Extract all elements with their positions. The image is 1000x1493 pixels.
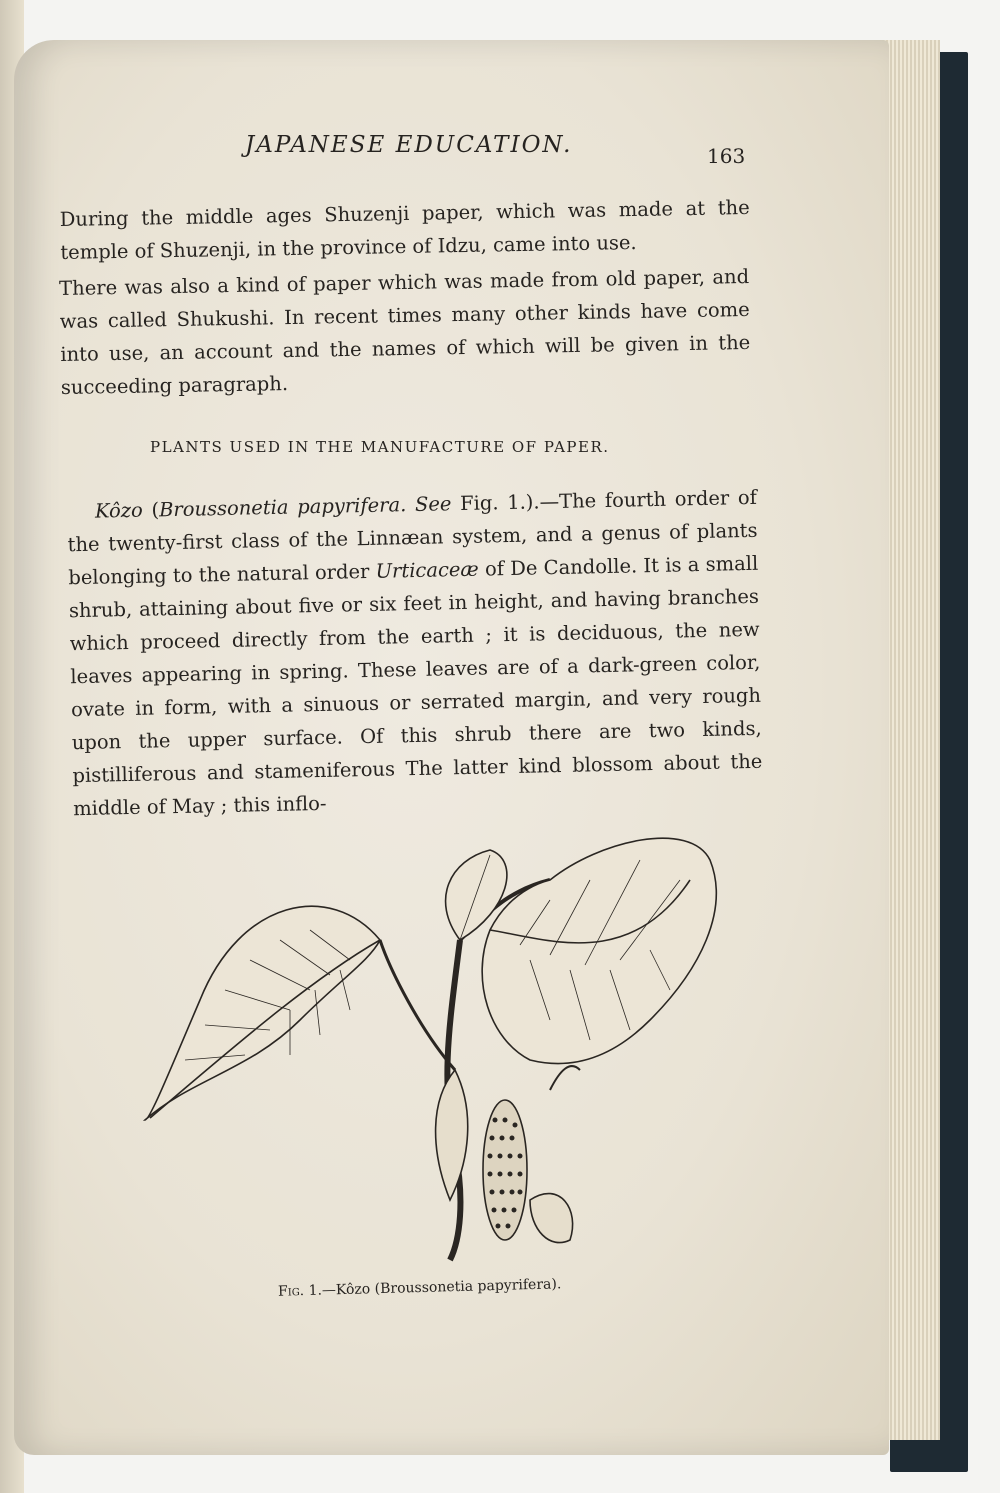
kozo-binomial: Broussonetia papyrifera. bbox=[158, 493, 407, 522]
paragraph-shukushi: There was also a kind of paper which was made from old paper, and was called Shukushi. In recent times many other kinds have come into use, an account and the names of which will be given in the succeeding paragraph. bbox=[58, 264, 751, 400]
kozo-text-1: Fig. 1.).—The fourth order of the twenty-first class of the Linnæan system, and a genus of plants belonging to the natural order bbox=[67, 485, 758, 590]
section-heading: PLANTS USED IN THE MANUFACTURE OF PAPER. bbox=[150, 438, 610, 456]
kozo-plant-illustration bbox=[130, 820, 730, 1280]
kozo-term: Kôzo bbox=[94, 498, 144, 523]
kozo-see: See bbox=[414, 492, 452, 516]
caption-figure-label: Fig. 1. bbox=[277, 1282, 323, 1300]
paragraph-shuzenji: During the middle ages Shuzenji paper, which was made at the temple of Shuzenji, in the province of Idzu, came into use. bbox=[59, 195, 750, 265]
kozo-text-2: of De Candolle. It is a small shrub, attaining about five or six feet in height, and having branches which proceed directly from the earth ; it is deciduous, the new leaves appearing in spring. These leaves are of a dark-green color, ovate in form, with a sinuous or serrated margin, and very rough upon the upper surface. Of this shrub there are two kinds, pistilliferous and stameniferous The latter kind blossom about the middle of May ; this inflo- bbox=[68, 551, 763, 821]
running-header: JAPANESE EDUCATION. bbox=[245, 132, 573, 158]
kozo-open-paren: ( bbox=[142, 498, 160, 522]
kozo-order: Urticaceæ bbox=[375, 557, 479, 583]
paragraph-kozo bbox=[67, 481, 764, 825]
caption-text: —Kôzo (Broussonetia papyrifera). bbox=[321, 1276, 562, 1299]
page-number: 163 bbox=[707, 144, 746, 168]
